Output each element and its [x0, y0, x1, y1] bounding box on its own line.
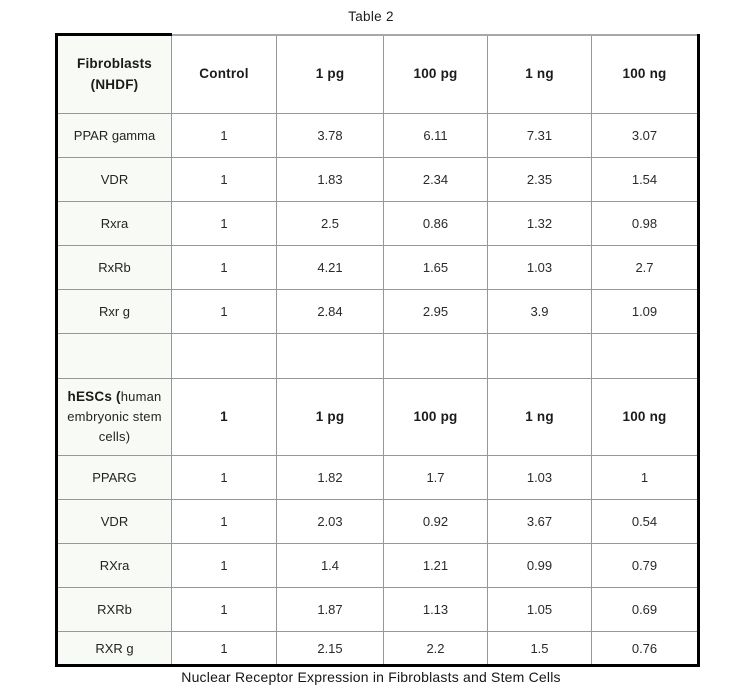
value-cell: 1.03	[488, 456, 592, 500]
column-header-100pg-2: 100 pg	[384, 379, 488, 456]
value-cell: 1.4	[277, 544, 384, 588]
hescs-label-bold: hESCs (	[67, 388, 121, 404]
table-row	[57, 246, 699, 290]
table-row	[57, 379, 699, 456]
value-cell: 1	[592, 456, 699, 500]
section-header-hescs	[57, 379, 172, 456]
table-row	[57, 500, 699, 544]
value-cell: 2.2	[384, 632, 488, 666]
empty-cell	[57, 334, 172, 379]
value-cell: 1.13	[384, 588, 488, 632]
empty-cell	[592, 334, 699, 379]
row-label: VDR	[57, 158, 172, 202]
value-cell: 0.69	[592, 588, 699, 632]
value-cell: 2.7	[592, 246, 699, 290]
empty-cell	[384, 334, 488, 379]
value-cell: 0.86	[384, 202, 488, 246]
table-row	[57, 290, 699, 334]
empty-cell	[277, 334, 384, 379]
value-cell: 0.92	[384, 500, 488, 544]
column-header-100ng: 100 ng	[592, 35, 699, 114]
row-label: Rxr g	[57, 290, 172, 334]
table-row	[57, 114, 699, 158]
spacer-row	[57, 334, 699, 379]
value-cell: 1.09	[592, 290, 699, 334]
value-cell: 1.83	[277, 158, 384, 202]
value-cell: 1.03	[488, 246, 592, 290]
value-cell: 1.05	[488, 588, 592, 632]
row-label: PPARG	[57, 456, 172, 500]
value-cell: 7.31	[488, 114, 592, 158]
value-cell: 3.07	[592, 114, 699, 158]
row-label: Rxra	[57, 202, 172, 246]
value-cell: 1.5	[488, 632, 592, 666]
column-header-100ng-2: 100 ng	[592, 379, 699, 456]
value-cell: 3.78	[277, 114, 384, 158]
value-cell: 1	[172, 202, 277, 246]
section-header-fibroblasts: Fibroblasts (NHDF)	[57, 35, 172, 114]
table-row	[57, 202, 699, 246]
value-cell: 2.03	[277, 500, 384, 544]
hescs-label-rest: human embryonic stem cells)	[67, 388, 162, 445]
value-cell: 2.34	[384, 158, 488, 202]
column-header-1pg-2: 1 pg	[277, 379, 384, 456]
value-cell: 1	[172, 246, 277, 290]
value-cell: 1.54	[592, 158, 699, 202]
row-label: VDR	[57, 500, 172, 544]
value-cell: 1.87	[277, 588, 384, 632]
value-cell: 1	[172, 290, 277, 334]
value-cell: 3.67	[488, 500, 592, 544]
column-header-100pg: 100 pg	[384, 35, 488, 114]
value-cell: 0.54	[592, 500, 699, 544]
row-label: PPAR gamma	[57, 114, 172, 158]
row-label: RxRb	[57, 246, 172, 290]
value-cell: 1	[172, 632, 277, 666]
value-cell: 0.99	[488, 544, 592, 588]
value-cell: 0.76	[592, 632, 699, 666]
value-cell: 0.79	[592, 544, 699, 588]
table-caption: Nuclear Receptor Expression in Fibroblasts and Stem Cells	[181, 669, 561, 685]
table-row	[57, 632, 699, 666]
column-header-1pg: 1 pg	[277, 35, 384, 114]
nuclear-receptor-table	[55, 33, 700, 667]
value-cell: 2.5	[277, 202, 384, 246]
row-label: RXRb	[57, 588, 172, 632]
value-cell: 1	[172, 114, 277, 158]
value-cell: 1.82	[277, 456, 384, 500]
value-cell: 0.98	[592, 202, 699, 246]
empty-cell	[172, 334, 277, 379]
table-row	[57, 456, 699, 500]
value-cell: 1	[172, 500, 277, 544]
value-cell: 1.65	[384, 246, 488, 290]
value-cell: 2.95	[384, 290, 488, 334]
row-label: RXR g	[57, 632, 172, 666]
table-row	[57, 35, 699, 114]
empty-cell	[488, 334, 592, 379]
column-header-1ng-2: 1 ng	[488, 379, 592, 456]
row-label: RXra	[57, 544, 172, 588]
column-header-control-2: 1	[172, 379, 277, 456]
table-title: Table 2	[348, 9, 394, 24]
value-cell: 6.11	[384, 114, 488, 158]
value-cell: 1	[172, 456, 277, 500]
table-row	[57, 544, 699, 588]
column-header-1ng: 1 ng	[488, 35, 592, 114]
value-cell: 1	[172, 588, 277, 632]
value-cell: 1.7	[384, 456, 488, 500]
value-cell: 2.35	[488, 158, 592, 202]
value-cell: 2.15	[277, 632, 384, 666]
value-cell: 1.21	[384, 544, 488, 588]
value-cell: 4.21	[277, 246, 384, 290]
table-row	[57, 588, 699, 632]
value-cell: 1.32	[488, 202, 592, 246]
table-row	[57, 158, 699, 202]
value-cell: 1	[172, 158, 277, 202]
column-header-control: Control	[172, 35, 277, 114]
value-cell: 1	[172, 544, 277, 588]
value-cell: 2.84	[277, 290, 384, 334]
value-cell: 3.9	[488, 290, 592, 334]
